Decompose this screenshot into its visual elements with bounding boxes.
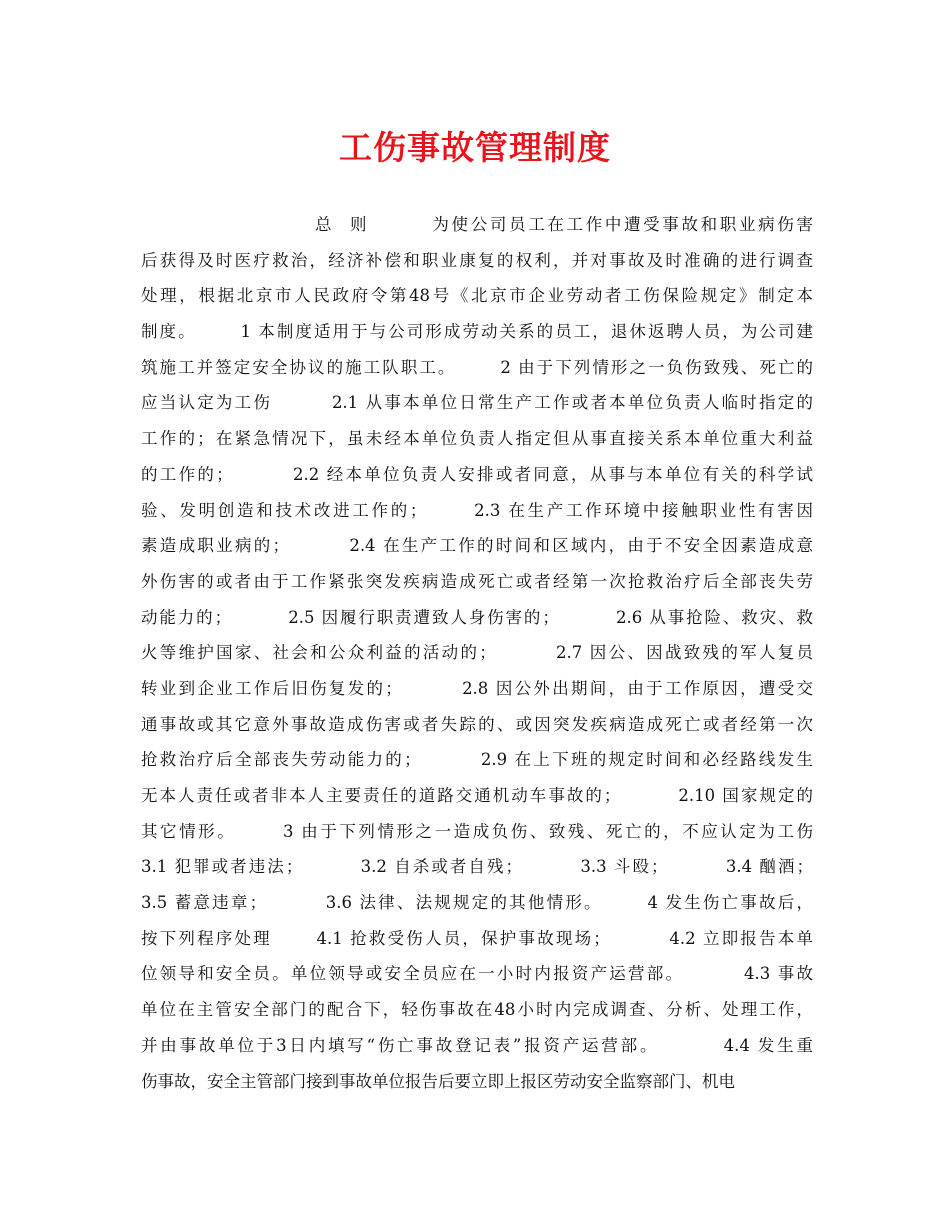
body-line: 无本人责任或者非本人主要责任的道路交通机动车事故的； 2.10 国家规定的 (141, 786, 813, 805)
body-line: 后获得及时医疗救治，经济补偿和职业康复的权利，并对事故及时准确的进行调查 (141, 250, 813, 270)
body-line: 工作的；在紧急情况下，虽未经本单位负责人指定但从事直接关系本单位重大利益 (141, 429, 813, 449)
body-line: 3.1 犯罪或者违法； 3.2 自杀或者自残； 3.3 斗殴； 3.4 酗酒； (141, 857, 813, 877)
document-title: 工伤事故管理制度 (339, 128, 611, 167)
body-line: 总 则 为使公司员工在工作中遭受事故和职业病伤害 (141, 215, 813, 234)
body-line: 其它情形。 3 由于下列情形之一造成负伤、致残、死亡的，不应认定为工伤 (141, 821, 813, 841)
body-line: 位领导和安全员。单位领导或安全员应在一小时内报资产运营部。 4.3 事故 (141, 964, 813, 984)
body-line: 处理，根据北京市人民政府令第48号《北京市企业劳动者工伤保险规定》制定本 (141, 286, 813, 306)
body-line: 按下列程序处理 4.1 抢救受伤人员，保护事故现场； 4.2 立即报告本单 (141, 928, 813, 948)
body-line: 3.5 蓄意违章； 3.6 法律、法规规定的其他情形。 4 发生伤亡事故后， (141, 893, 813, 913)
body-line: 火等维护国家、社会和公众利益的活动的； 2.7 因公、因战致残的军人复员 (141, 643, 813, 663)
body-line: 伤事故，安全主管部门接到事故单位报告后要立即上报区劳动安全监察部门、机电 (141, 1071, 735, 1091)
body-line: 制度。 1 本制度适用于与公司形成劳动关系的员工，退休返聘人员，为公司建 (141, 322, 813, 342)
body-line: 动能力的； 2.5 因履行职责遭致人身伤害的； 2.6 从事抢险、救灾、救 (141, 607, 813, 627)
body-line: 抢救治疗后全部丧失劳动能力的； 2.9 在上下班的规定时间和必经路线发生 (141, 750, 813, 770)
body-line: 单位在主管安全部门的配合下，轻伤事故在48小时内完成调查、分析、处理工作， (141, 1000, 813, 1020)
body-line: 应当认定为工伤 2.1 从事本单位日常生产工作或者本单位负责人临时指定的 (141, 393, 813, 413)
body-line: 并由事故单位于3日内填写“伤亡事故登记表”报资产运营部。 4.4 发生重 (141, 1035, 813, 1055)
body-line: 素造成职业病的； 2.4 在生产工作的时间和区域内，由于不安全因素造成意 (141, 536, 813, 556)
body-line: 通事故或其它意外事故造成伤害或者失踪的、或因突发疾病造成死亡或者经第一次 (141, 714, 813, 734)
body-line: 转业到企业工作后旧伤复发的； 2.8 因公外出期间，由于工作原因，遭受交 (141, 678, 813, 698)
body-line: 的工作的； 2.2 经本单位负责人安排或者同意，从事与本单位有关的科学试 (141, 464, 813, 484)
document-body (141, 207, 813, 1099)
body-line: 外伤害的或者由于工作紧张突发疾病造成死亡或者经第一次抢救治疗后全部丧失劳 (141, 571, 813, 591)
body-line: 筑施工并签定安全协议的施工队职工。 2 由于下列情形之一负伤致残、死亡的 (141, 357, 813, 377)
body-line: 验、发明创造和技术改进工作的； 2.3 在生产工作环境中接触职业性有害因 (141, 500, 813, 520)
